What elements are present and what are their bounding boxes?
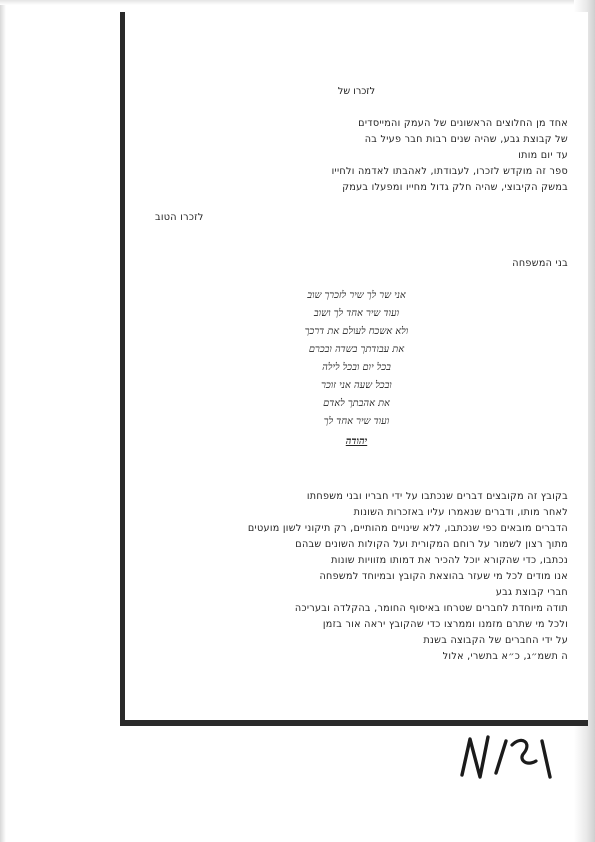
paragraph-2-line: נכתבו, כדי שהקורא יוכל להכיר את דמותו מזוויות שונות	[331, 555, 568, 566]
scan-top-edge	[0, 0, 595, 5]
signoff-left: לזכרו הטוב	[155, 212, 204, 223]
paragraph-2-line: לאחר מותו, ודברים שנאמרו עליו באזכרות השונות	[353, 507, 568, 518]
paragraph-2-line: ה תשמ״ג, כ״א בתשרי, אלול	[442, 651, 568, 662]
poem-line: ולא אשכח לעולם את דרכך	[304, 326, 409, 337]
paragraph-1-line: עד יום מותו	[518, 150, 568, 161]
poem-line: את עבודתך בשדה ובכרם	[308, 344, 405, 355]
paragraph-1-line: במשק הקיבוצי, שהיה חלק גדול מחייו ומפעלו בעמק	[342, 182, 568, 193]
handwritten-mark	[450, 727, 570, 787]
poem-line: את אהבתך לאדם	[323, 398, 390, 409]
poem-line: ובכל שעה אני זוכר	[321, 380, 392, 391]
paragraph-2-line: ולכל מי שתרם מזמנו וממרצו כדי שהקובץ יראה אור בזמן	[322, 619, 568, 630]
paragraph-1-line: ספר זה מוקדש לזכרו, לעבודתו, לאהבתו לאדמה ולחייו	[331, 166, 568, 177]
paragraph-2-line: בקובץ זה מקובצים דברים שנכתבו על ידי חבריו ובני משפחתו	[306, 491, 568, 502]
page-title: לזכרו של	[337, 86, 376, 97]
paragraph-2-line: מתוך רצון לשמור על רוחם המקורית ועל הקולות השונים שבהם	[295, 539, 568, 550]
paragraph-1-line: של קבוצת גבע, שהיה שנים רבות חבר פעיל בה	[364, 134, 568, 145]
paragraph-2-line: חברי קבוצת גבע	[495, 587, 568, 598]
paragraph-2-line: תודה מיוחדת לחברים שטרחו באיסוף החומר, בהקלדה ובעריכה	[294, 603, 568, 614]
scan-left-edge	[0, 0, 6, 842]
paragraph-2-line: אנו מודים לכל מי שעזר בהוצאת הקובץ ובמיוחד למשפחה	[319, 571, 568, 582]
poem-signature: יהודה	[345, 436, 368, 447]
handwritten-mark-drawing	[450, 727, 570, 787]
paragraph-1-line: אחד מן החלוצים הראשונים של העמק והמייסדים	[358, 118, 568, 129]
poem-line: בכל יום ובכל לילה	[322, 362, 391, 373]
page-shadow-bottom	[120, 720, 588, 726]
signoff-right: בני המשפחה	[512, 258, 568, 269]
poem-line: אני שר לך שיר לזכרך שוב	[307, 290, 406, 301]
poem-line: ועוד שיר אחד לך ושוב	[313, 308, 400, 319]
paragraph-2-line: על ידי החברים של הקבוצה בשנת	[423, 635, 568, 646]
paragraph-2-line: הדברים מובאים כפי שנכתבו, ללא שינויים מהותיים, רק תיקוני לשון מועטים	[247, 523, 568, 534]
document-page	[125, 12, 588, 720]
poem-line: ועוד שיר אחד לך	[323, 416, 390, 427]
